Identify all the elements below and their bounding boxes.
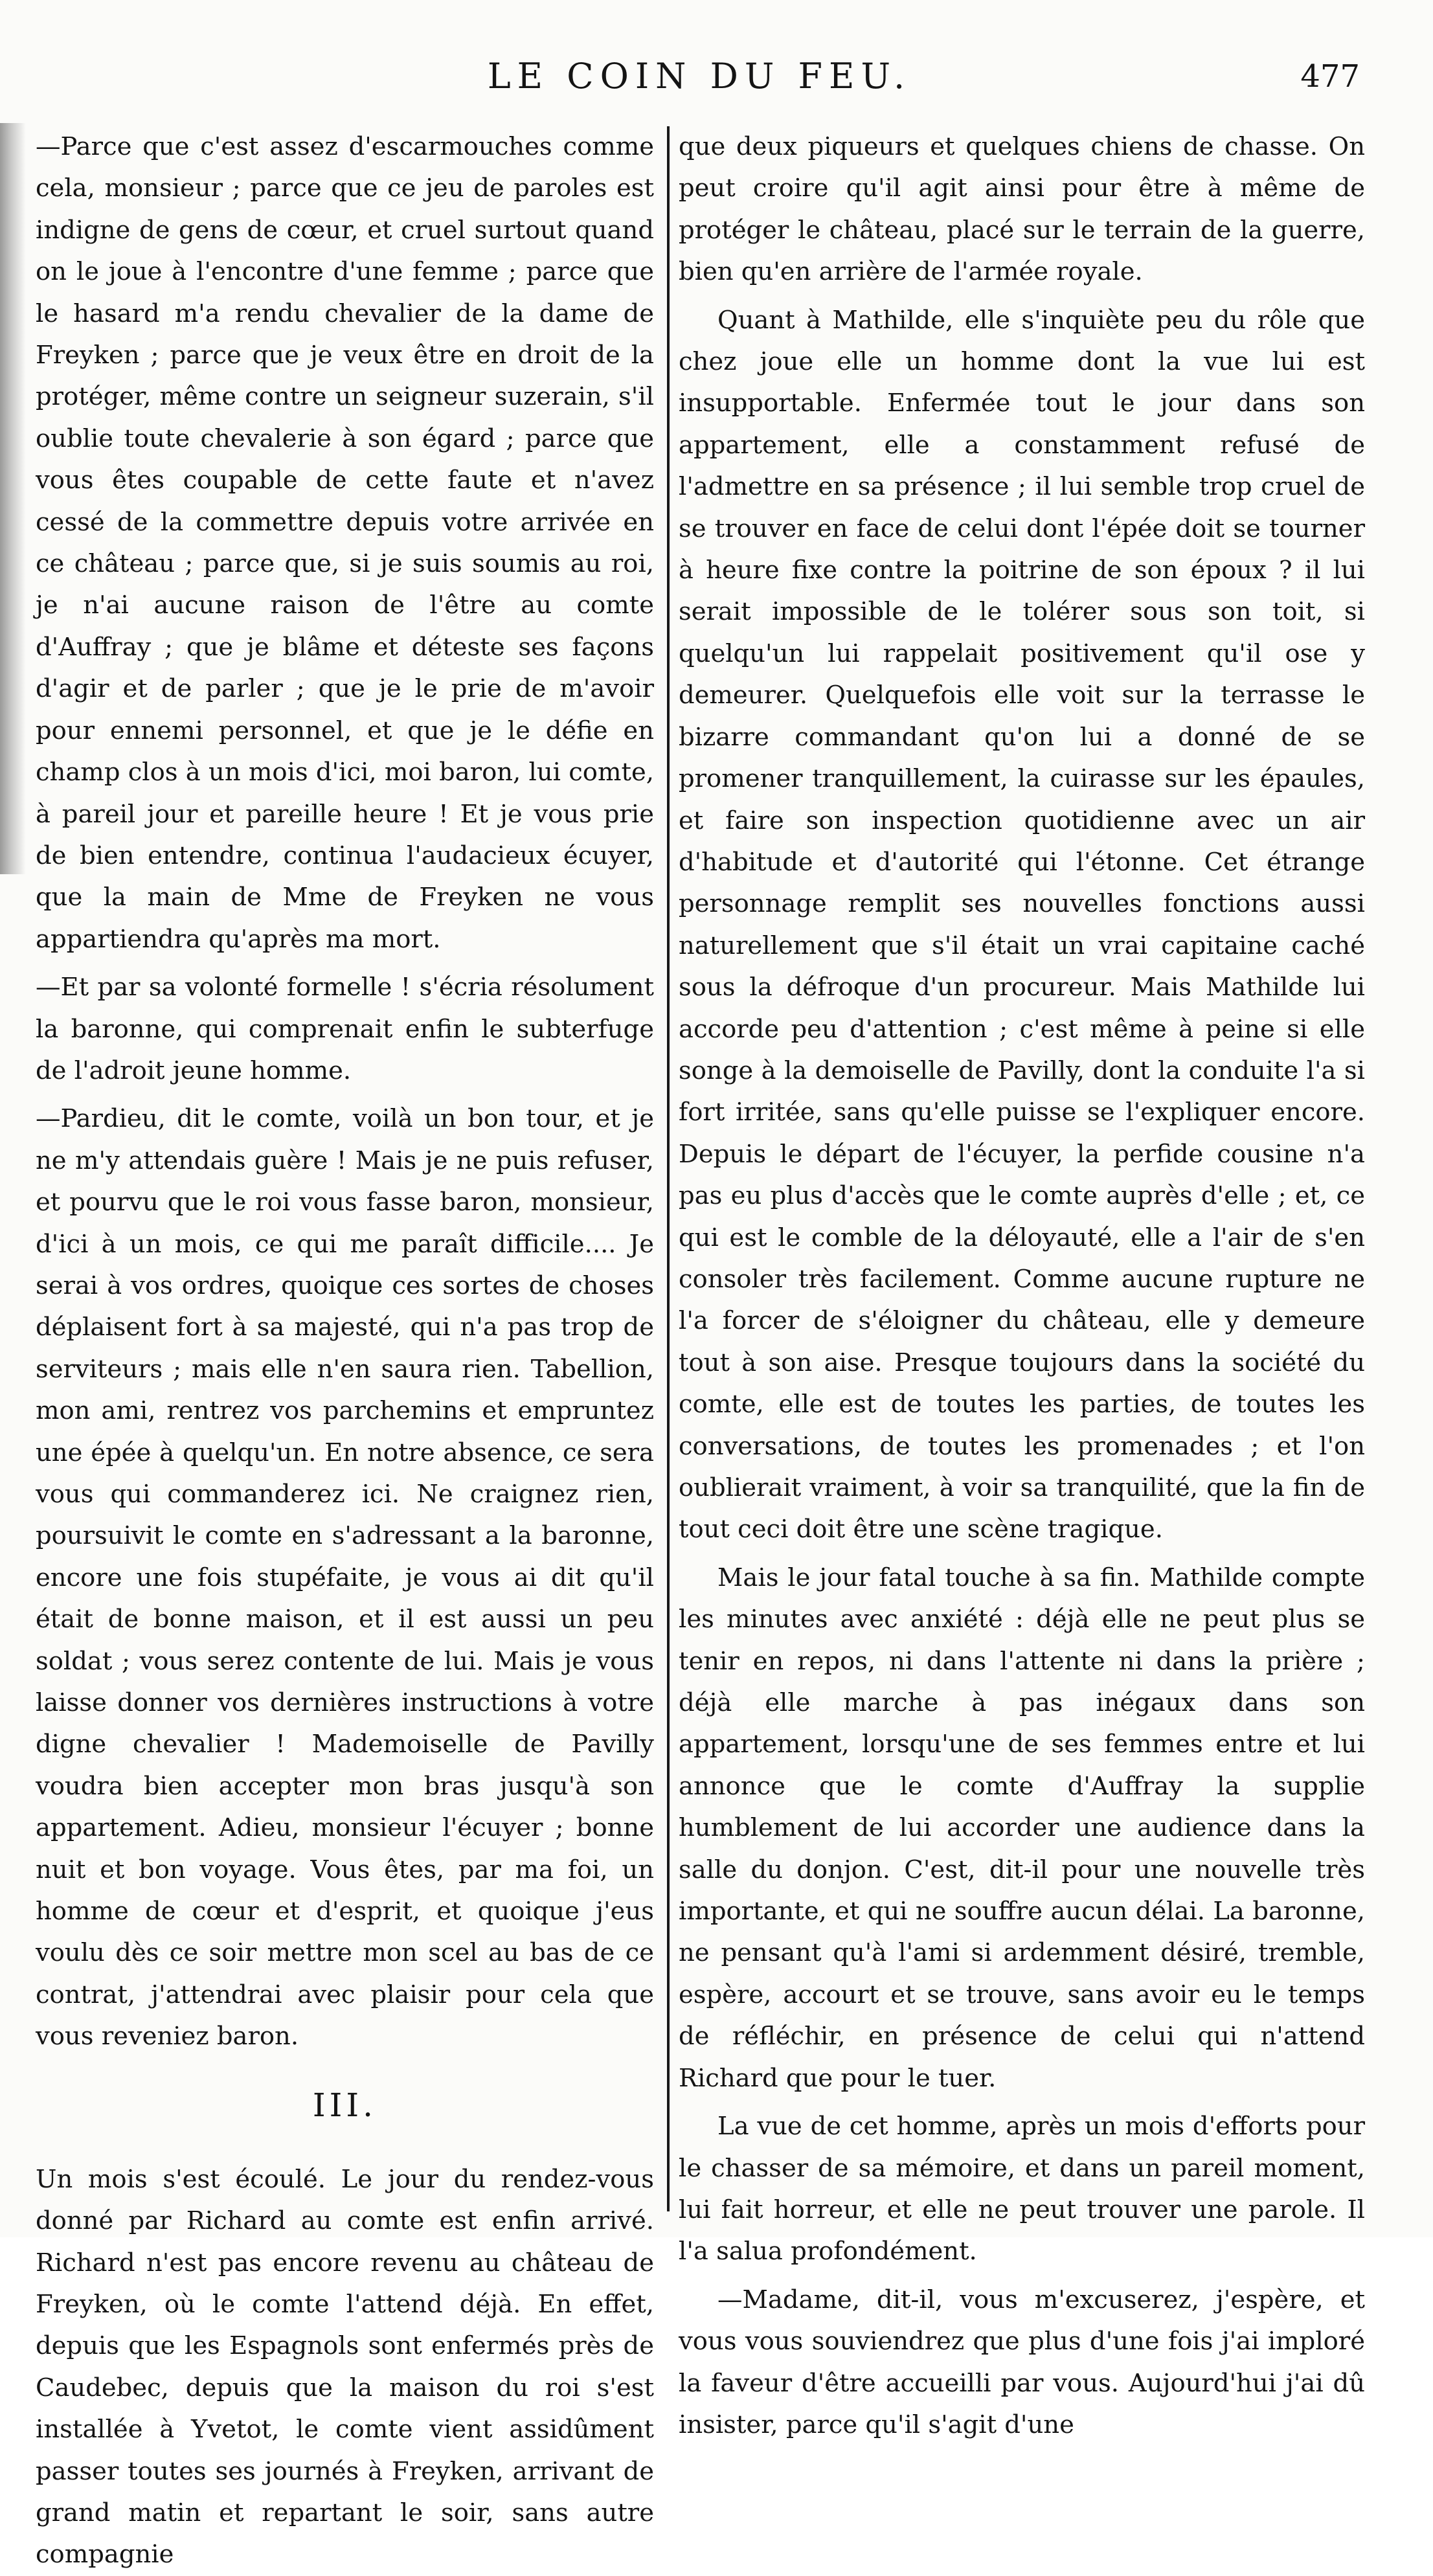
paragraph: Un mois s'est écoulé. Le jour du rendez-vous donné par Richard au comte est enfin arrivé. Richard n'est pas encore revenu au château de Freyken, où le comte l'attend déjà. En effet, depuis que les Espagnols sont enfermés près de Caudebec, depuis que la maison du roi s'est installée à Yvetot, le comte vient assidûment passer toutes ses journés à Freyken, arrivant de grand matin et repartant le soir, sans autre compagnie <box>36 2164 654 2570</box>
scan-edge-shadow <box>0 123 26 874</box>
column-divider <box>667 126 670 2211</box>
right-column <box>679 126 1365 2439</box>
paragraph: —Pardieu, dit le comte, voilà un bon tour, et je ne m'y attendais guère ! Mais je ne puis refuser, et pourvu que le roi vous fasse baron, monsieur, d'ici à un mois, ce qui me paraît difficile.... Je serai à vos ordres, quoique ces sortes de choses déplaisent fort à sa majesté, qui n'a pas trop de serviteurs ; mais elle n'en saura rien. Tabellion, mon ami, rentrez vos parchemins et empruntez une épée à quelqu'un. En notre absence, ce sera vous qui commanderez ici. Ne craignez rien, poursuivit le comte en s'adressant a la baronne, encore une fois stupéfaite, je vous ai dit qu'il était de bonne maison, et il est aussi un peu soldat ; vous serez contente de lui. Mais je vous laisse donner vos dernières instructions à votre digne chevalier ! Mademoiselle de Pavilly voudra bien accepter mon bras jusqu'à son appartement. Adieu, monsieur l'écuyer ; bonne nuit et bon voyage. Vous êtes, par ma foi, un homme de cœur et d'esprit, et quoique j'eus voulu dès ce soir mettre mon scel au bas de ce contrat, j'attendrai avec plaisir pour cela que vous reveniez baron. <box>36 1104 654 2051</box>
running-title: LE COIN DU FEU. <box>487 56 912 96</box>
left-column <box>36 126 654 2570</box>
paragraph: —Madame, dit-il, vous m'excuserez, j'espère, et vous vous souviendrez que plus d'une fois j'ai imploré la faveur d'être accueilli par vous. Aujourd'hui j'ai dû insister, parce qu'il s'agit d'une <box>679 2285 1365 2439</box>
page-header <box>39 51 1360 109</box>
paragraph: Mais le jour fatal touche à sa fin. Mathilde compte les minutes avec anxiété : déjà elle ne peut plus se tenir en repos, ni dans l'attente ni dans la prière ; déjà elle marche à pas inégaux dans son appartement, lorsqu'une de ses femmes entre et lui annonce que le comte d'Auffray la supplie humblement de lui accorder une audience dans la salle du donjon. C'est, dit-il pour une nouvelle très importante, et qui ne souffre aucun délai. La baronne, ne pensant qu'à l'ami si ardemment désiré, tremble, espère, accourt et se trouve, sans avoir eu le temps de réfléchir, en présence de celui qui n'attend Richard que pour le tuer. <box>679 1563 1365 2093</box>
paragraph: que deux piqueurs et quelques chiens de chasse. On peut croire qu'il agit ainsi pour être à même de protéger le château, placé sur le terrain de la guerre, bien qu'en arrière de l'armée royale. <box>679 132 1365 287</box>
section-number: III. <box>312 2086 378 2124</box>
page-number: 477 <box>1300 58 1360 95</box>
paragraph: La vue de cet homme, après un mois d'efforts pour le chasser de sa mémoire, et dans un pareil moment, lui fait horreur, et elle ne peut trouver une parole. Il l'a salua profondément. <box>679 2112 1365 2266</box>
paragraph: —Et par sa volonté formelle ! s'écria résolument la baronne, qui comprenait enfin le subterfuge de l'adroit jeune homme. <box>36 973 654 1085</box>
paragraph: —Parce que c'est assez d'escarmouches comme cela, monsieur ; parce que ce jeu de paroles est indigne de gens de cœur, et cruel surtout quand on le joue à l'encontre d'une femme ; parce que le hasard m'a rendu chevalier de la dame de Freyken ; parce que je veux être en droit de la protéger, même contre un seigneur suzerain, s'il oublie toute chevalerie à son égard ; parce que vous êtes coupable de cette faute et n'avez cessé de la commettre depuis votre arrivée en ce château ; parce que, si je suis soumis au roi, je n'ai aucune raison de l'être au comte d'Auffray ; que je blâme et déteste ses façons d'agir et de parler ; que je le prie de m'avoir pour ennemi personnel, et que je le défie en champ clos à un mois d'ici, moi baron, lui comte, à pareil jour et pareille heure ! Et je vous prie de bien entendre, continua l'audacieux écuyer, que la main de Mme de Freyken ne vous appartiendra qu'après ma mort. <box>36 132 654 954</box>
paragraph: Quant à Mathilde, elle s'inquiète peu du rôle que chez joue elle un homme dont la vue lui est insupportable. Enfermée tout le jour dans son appartement, elle a constamment refusé de l'admettre en sa présence ; il lui semble trop cruel de se trouver en face de celui dont l'épée doit se tourner à heure fixe contre la poitrine de son époux ? il lui serait impossible de le tolérer sous son toit, si quelqu'un lui rappelait positivement qu'il ose y demeurer. Quelquefois elle voit sur la terrasse le bizarre commandant qu'on lui a donné de se promener tranquillement, la cuirasse sur les épaules, et faire son inspection quotidienne avec un air d'habitude et d'autorité qui l'étonne. Cet étrange personnage remplit ses nouvelles fonctions aussi naturellement que s'il était un vrai capitaine caché sous la défroque d'un procureur. Mais Mathilde lui accorde peu d'attention ; c'est même à peine si elle songe à la demoiselle de Pavilly, dont la conduite l'a si fort irritée, sans qu'elle puisse se l'expliquer encore. Depuis le départ de l'écuyer, la perfide cousine n'a pas eu plus d'accès que le comte auprès d'elle ; et, ce qui est le comble de la déloyauté, elle a l'air de s'en consoler très facilement. Comme aucune rupture ne l'a forcer de s'éloigner du château, elle y demeure tout à son aise. Presque toujours dans la société du comte, elle est de toutes les parties, de toutes les conversations, de toutes les promenades ; et l'on oublierait vraiment, à voir sa tranquilité, que la fin de tout ceci doit être une scène tragique. <box>679 305 1365 1544</box>
